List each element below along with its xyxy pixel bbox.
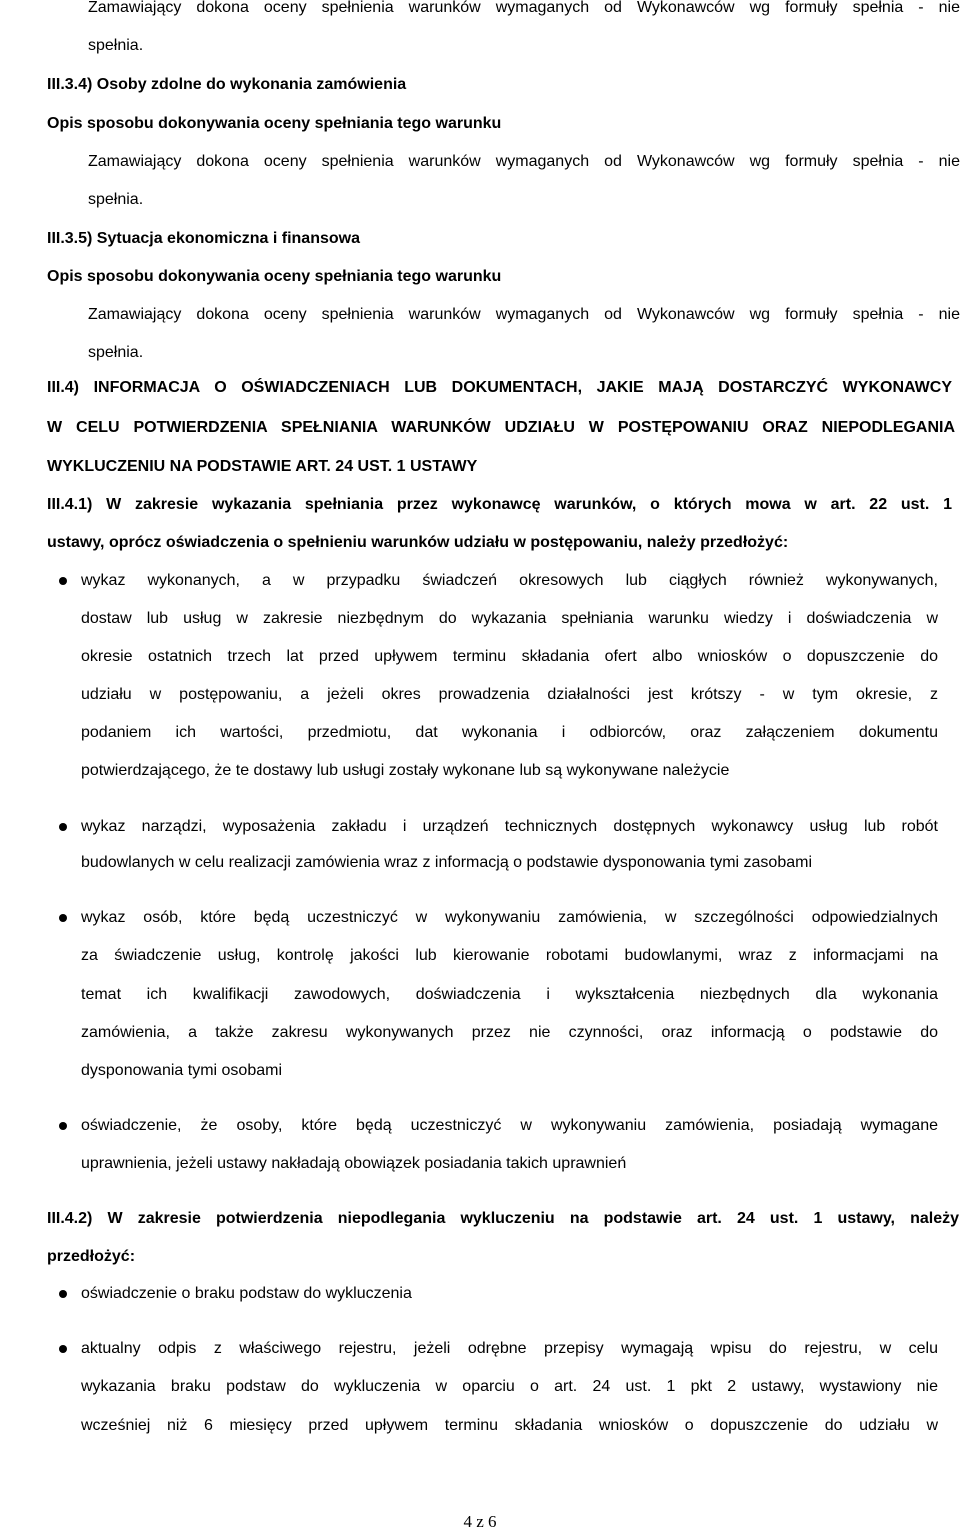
list-item-line: wykaz wykonanych, a w przypadku świadczeń okresowych lub ciągłych również wykonywanych, [81, 572, 938, 589]
list-item-line: aktualny odpis z właściwego rejestru, jeżeli odrębne przepisy wymagają wpisu do rejestru, w celu [81, 1340, 938, 1357]
paragraph-line: spełnia. [88, 191, 144, 208]
section-heading: III.3.4) Osoby zdolne do wykonania zamówienia [47, 76, 407, 93]
paragraph-line: Zamawiający dokona oceny spełnienia warunków wymaganych od Wykonawców wg formuły spełnia - nie [88, 306, 960, 323]
list-item-line: wykaz narządzi, wyposażenia zakładu i urządzeń technicznych dostępnych wykonawcy usług lub robót [81, 818, 938, 835]
list-item-line: dysponowania tymi osobami [81, 1062, 282, 1079]
list-item-line: potwierdzającego, że te dostawy lub usługi zostały wykonane lub są wykonywane należycie [81, 762, 730, 779]
bullet-icon [59, 823, 67, 831]
section-heading: WYKLUCZENIU NA PODSTAWIE ART. 24 UST. 1 USTAWY [47, 458, 478, 475]
subsection-heading: III.4.1) W zakresie wykazania spełniania przez wykonawcę warunków, o których mowa w art. 22 ust. 1 [47, 496, 952, 513]
list-item-line: uprawnienia, jeżeli ustawy nakładają obowiązek posiadania takich uprawnień [81, 1155, 627, 1172]
paragraph-line: Zamawiający dokona oceny spełnienia warunków wymaganych od Wykonawców wg formuły spełnia - nie [88, 153, 960, 170]
subsection-label: Opis sposobu dokonywania oceny spełniania tego warunku [47, 115, 502, 132]
bullet-icon [59, 1345, 67, 1353]
page-number: 4 z 6 [463, 1512, 497, 1531]
list-item-line: podaniem ich wartości, przedmiotu, dat wykonania i odbiorców, oraz załączeniem dokumentu [81, 724, 938, 741]
list-item-line: wykaz osób, które będą uczestniczyć w wykonywaniu zamówienia, w szczególności odpowiedzialnych [81, 909, 938, 926]
list-item-line: oświadczenie, że osoby, które będą uczestniczyć w wykonywaniu zamówienia, posiadają wymagane [81, 1117, 938, 1134]
bullet-icon [59, 914, 67, 922]
section-heading: III.4) INFORMACJA O OŚWIADCZENIACH LUB DOKUMENTACH, JAKIE MAJĄ DOSTARCZYĆ WYKONAWCY [47, 379, 952, 396]
list-item-line: udziału w postępowaniu, a jeżeli okres prowadzenia działalności jest krótszy - w tym okresie, z [81, 686, 938, 703]
subsection-heading: ustawy, oprócz oświadczenia o spełnieniu warunków udziału w postępowaniu, należy przedłożyć: [47, 534, 789, 551]
paragraph-line: Zamawiający dokona oceny spełnienia warunków wymaganych od Wykonawców wg formuły spełnia - nie [88, 0, 960, 16]
list-item-line: temat ich kwalifikacji zawodowych, doświadczenia i wykształcenia niezbędnych dla wykonania [81, 986, 938, 1003]
section-heading: III.3.5) Sytuacja ekonomiczna i finansowa [47, 230, 360, 247]
bullet-icon [59, 1122, 67, 1130]
list-item-line: wcześniej niż 6 miesięcy przed upływem terminu składania wniosków o dopuszczenie do udziału w [81, 1417, 938, 1434]
bullet-icon [59, 1290, 67, 1298]
list-item-line: za świadczenie usług, kontrolę jakości lub kierowanie robotami budowlanymi, wraz z informacjami na [81, 947, 938, 964]
list-item-line: oświadczenie o braku podstaw do wykluczenia [81, 1285, 412, 1302]
list-item-line: okresie ostatnich trzech lat przed upływem terminu składania ofert albo wniosków o dopuszczenie do [81, 648, 938, 665]
section-heading: W CELU POTWIERDZENIA SPEŁNIANIA WARUNKÓW UDZIAŁU W POSTĘPOWANIU ORAZ NIEPODLEGANIA [47, 419, 955, 436]
paragraph-line: spełnia. [88, 37, 144, 54]
list-item-line: dostaw lub usług w zakresie niezbędnym do wykazania spełniania warunku wiedzy i doświadczenia w [81, 610, 938, 627]
list-item-line: zamówienia, a także zakresu wykonywanych przez nie czynności, oraz informacją o podstawie do [81, 1024, 938, 1041]
subsection-heading: III.4.2) W zakresie potwierdzenia niepodlegania wykluczeniu na podstawie art. 24 ust. 1 ustawy, należy [47, 1210, 959, 1227]
list-item-line: budowlanych w celu realizacji zamówienia wraz z informacją o podstawie dysponowania tymi zasobami [81, 854, 813, 871]
bullet-icon [59, 577, 67, 585]
subsection-heading: przedłożyć: [47, 1248, 136, 1265]
paragraph-line: spełnia. [88, 344, 144, 361]
list-item-line: wykazania braku podstaw do wykluczenia w oparciu o art. 24 ust. 1 pkt 2 ustawy, wystawiony nie [81, 1378, 938, 1395]
subsection-label: Opis sposobu dokonywania oceny spełniania tego warunku [47, 268, 502, 285]
